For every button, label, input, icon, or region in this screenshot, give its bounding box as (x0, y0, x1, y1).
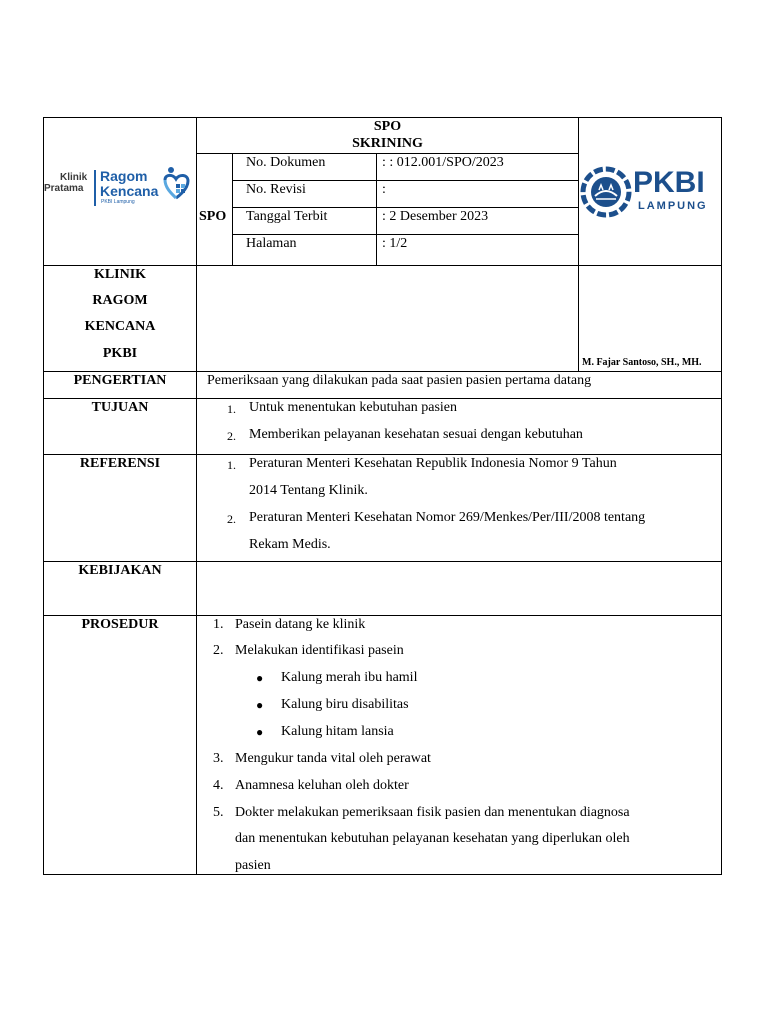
bullet-icon: ● (256, 671, 264, 685)
step-number: 4. (213, 778, 224, 793)
table-row-line (43, 615, 722, 616)
field-value-no-revisi: : (382, 182, 386, 197)
logo-ragom-text: Ragom (100, 168, 148, 184)
step-text: Mengukur tanda vital oleh perawat (235, 751, 431, 766)
logo-divider (94, 170, 96, 206)
header-grid-line (232, 180, 579, 181)
kebijakan-label: KEBIJAKAN (78, 563, 162, 578)
logo-sub-text: PKBI Lampung (101, 199, 135, 205)
list-item: Untuk menentukan kebutuhan pasien (249, 400, 458, 415)
step-text: Dokter melakukan pemeriksaan fisik pasien dan menentukan diagnosa (235, 805, 630, 820)
ragom-kencana-logo (44, 160, 196, 210)
clinic-name-line: KENCANA (84, 319, 156, 334)
lampung-logo-text: LAMPUNG (638, 200, 708, 212)
clinic-name-line: PKBI (102, 346, 138, 361)
pkbi-lampung-logo (580, 164, 721, 220)
header-grid-line (232, 234, 579, 235)
field-value-tanggal-terbit: : 2 Desember 2023 (382, 209, 489, 224)
pengertian-label: PENGERTIAN (73, 373, 167, 388)
list-number: 2. (227, 512, 236, 526)
bullet-icon: ● (256, 725, 264, 739)
bullet-icon: ● (256, 698, 264, 712)
header-column-line (376, 153, 377, 265)
table-row-line (43, 454, 722, 455)
step-number: 1. (213, 617, 224, 632)
pkbi-logo-text: PKBI (633, 166, 705, 199)
table-row-line (43, 371, 722, 372)
logo-klinik-text: Klinik (60, 172, 88, 183)
logo-kencana-text: Kencana (100, 183, 159, 199)
list-item-continuation: Rekam Medis. (249, 537, 331, 552)
bullet-item: Kalung merah ibu hamil (281, 670, 418, 685)
doc-title: SKRINING (352, 136, 423, 151)
table-border-left (43, 117, 44, 875)
field-label-tanggal-terbit: Tanggal Terbit (246, 209, 328, 224)
header-column-line (232, 153, 233, 265)
step-number: 5. (213, 805, 224, 820)
step-number: 3. (213, 751, 224, 766)
list-number: 1. (227, 458, 236, 472)
referensi-label: REFERENSI (79, 456, 161, 471)
step-text: Pasein datang ke klinik (235, 617, 366, 632)
field-value-halaman: : 1/2 (382, 236, 408, 251)
pkbi-emblem-icon (580, 166, 632, 218)
table-border-bottom (43, 874, 722, 875)
bullet-item: Kalung biru disabilitas (281, 697, 409, 712)
doc-type-label: SPO (373, 119, 402, 134)
spo-side-label: SPO (199, 209, 227, 224)
clinic-name-line: KLINIK (93, 267, 147, 282)
list-item: Peraturan Menteri Kesehatan Republik Indonesia Nomor 9 Tahun (249, 456, 617, 471)
list-number: 1. (227, 402, 236, 416)
field-value-no-dokumen: : : 012.001/SPO/2023 (382, 155, 504, 170)
list-item: Memberikan pelayanan kesehatan sesuai dengan kebutuhan (249, 427, 583, 442)
step-text-continuation: dan menentukan kebutuhan pelayanan kesehatan yang diperlukan oleh (235, 831, 630, 846)
list-item-continuation: 2014 Tentang Klinik. (249, 483, 368, 498)
clinic-name-line: RAGOM (92, 293, 148, 308)
bullet-item: Kalung hitam lansia (281, 724, 394, 739)
step-text-continuation: pasien (235, 858, 271, 873)
table-border-top (43, 117, 722, 118)
list-number: 2. (227, 429, 236, 443)
heart-emblem-icon (162, 166, 196, 206)
header-grid-line (232, 207, 579, 208)
table-column-line (578, 117, 579, 371)
table-row-line (43, 398, 722, 399)
logo-pratama-text: Pratama (44, 183, 84, 194)
prosedur-label: PROSEDUR (81, 617, 159, 632)
table-row-line (43, 561, 722, 562)
step-number: 2. (213, 643, 224, 658)
signatory-name: M. Fajar Santoso, SH., MH. (582, 357, 702, 368)
table-column-line (196, 117, 197, 875)
pengertian-text: Pemeriksaan yang dilakukan pada saat pasien pasien pertama datang (207, 373, 592, 388)
step-text: Melakukan identifikasi pasein (235, 643, 404, 658)
step-text: Anamnesa keluhan oleh dokter (235, 778, 409, 793)
field-label-no-revisi: No. Revisi (246, 182, 306, 197)
table-row-line (43, 265, 722, 266)
tujuan-label: TUJUAN (91, 400, 149, 415)
field-label-halaman: Halaman (246, 236, 297, 251)
field-label-no-dokumen: No. Dokumen (246, 155, 326, 170)
table-border-right (721, 117, 722, 875)
list-item: Peraturan Menteri Kesehatan Nomor 269/Menkes/Per/III/2008 tentang (249, 510, 646, 525)
header-title-divider (196, 153, 579, 154)
